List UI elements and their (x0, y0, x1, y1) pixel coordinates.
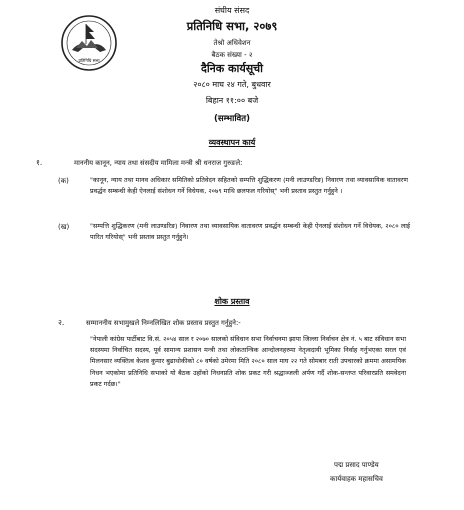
item-1-text: माननीय कानून, न्याय तथा संसदीय मामिला मन्त्री श्री धनराज गुरुङले: (74, 159, 243, 167)
parliament-name: संघीय संसद (214, 6, 250, 15)
condolence-heading: शोक प्रस्ताव (214, 297, 250, 306)
logo-text: प्रतिनिधि सभा (78, 58, 100, 63)
item-1a-label: (क) (58, 177, 69, 185)
item-1-number: १. (36, 158, 43, 167)
legislative-heading: व्यवस्थापन कार्य (208, 138, 256, 147)
agenda-title: दैनिक कार्यसूची (200, 62, 264, 75)
agenda-time: बिहान ११:०० बजे (205, 96, 259, 105)
meeting-number: बैठक संख्या - २ (211, 51, 253, 59)
item-1b-label: (ख) (58, 223, 70, 231)
signatory-name: पद्म प्रसाद पाण्डेय (334, 461, 379, 469)
tentative-label: (सम्भावित) (213, 114, 250, 124)
item-2-number: २. (58, 318, 65, 327)
condolence-motion: "नेपाली कांग्रेस पार्टीबाट वि.सं. २०५४ साल र २०७० सालको संविधान सभा निर्वाचनमा झापा जिल्ला निर्वाचन क्षेत्र नं. ५ बाट संविधान सभा सदस्यमा निर्वाचित सदस्य, पूर्व सामान्य प्रशासन मन्त्री तथा लोकतान्त्रिक आन्दोलनहरुमा नेतृत्वदायी भूमिका निर्वाह गर्नुभएका सरल एवं मिलनसार व्यक्तित्व केशव कुमार बुढाथोकीको ८० वर्षको उमेरमा मिति २०८० साल माघ २२ गते सोमबार राती उपचारको क्रममा असामयिक निधन भएकोमा प्रतिनिधि सभाको यो बैठक उहाँको निधनप्रति शोक प्रकट गरी श्रद्धाञ्जली अर्पण गर्दै शोक-सन्तप्त परिवारप्रति समवेदना प्रकट गर्दछ।" (90, 335, 406, 388)
signatory-title: कार्यवाहक महासचिव (330, 475, 383, 483)
session: तेश्रो अधिवेशन (213, 39, 251, 47)
house-title: प्रतिनिधि सभा, २०७९ (186, 19, 278, 33)
agenda-date: २०८० माघ २४ गते, बुधवार (193, 80, 271, 89)
item-1a-text: "कानून, न्याय तथा मानव अधिकार समितिको प्रतिवेदन सहितको सम्पत्ति शुद्धिकरण (मनी लाउण्डरिङ) निवारण तथा व्यावसायिक वातावरण प्रवर्द्धन सम्बन्धी केही ऐनलाई संशोधन गर्ने विधेयक, २०७९ माथि छलफल गरियोस्" भनी प्रस्ताव प्रस्तुत गर्नुहुने । (90, 176, 408, 195)
item-1b-text: "सम्पत्ति शुद्धिकरण (मनी लाउण्डरिङ) निवारण तथा व्यावसायिक वातावरण प्रवर्द्धन सम्बन्धी केही ऐनलाई संशोधन गर्ने विधेयक, २०८० लाई पारित गरियोस्" भनी प्रस्ताव प्रस्तुत गर्नुहुने। (90, 222, 410, 241)
item-2-text: सम्माननीय सभामुखले निम्नलिखित शोक प्रस्ताव प्रस्तुत गर्नुहुने:- (86, 319, 241, 327)
